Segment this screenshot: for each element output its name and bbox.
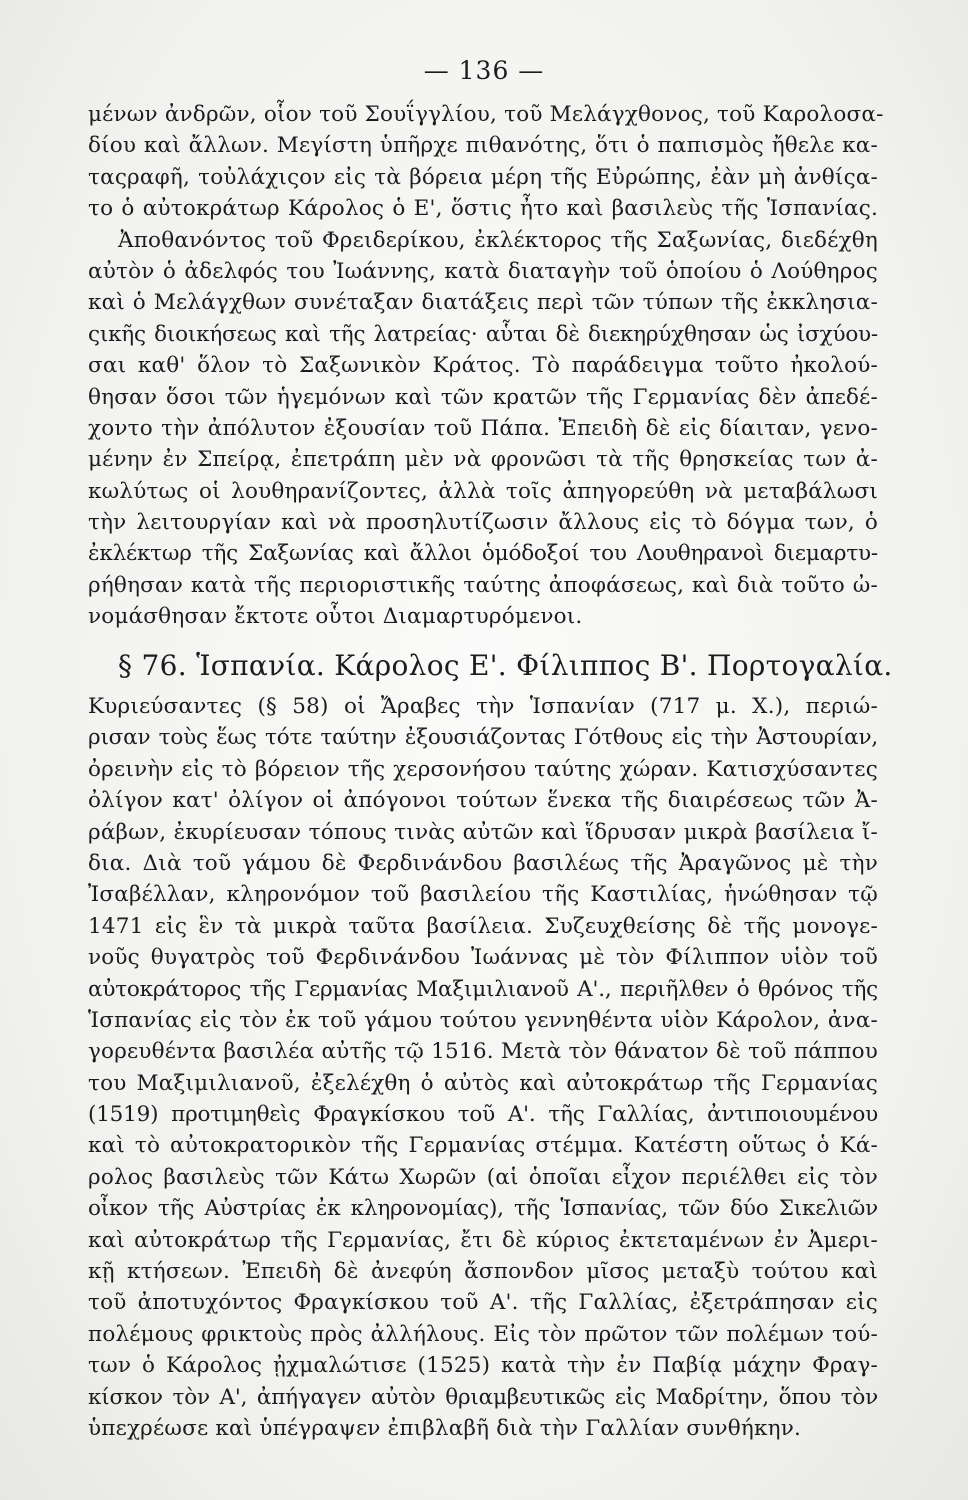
section-heading: § 76. Ἱσπανία. Κάρολος Ε'. Φίλιππος Β'. Πορτογαλία. [118,649,893,682]
text-line: ράβων, ἐκυρίευσαν τόπους τινὰς αὐτῶν καὶ ἵδρυσαν μικρὰ βασίλεια ἴ- [88,819,878,845]
text-line: ρολος βασιλεὺς τῶν Κάτω Χωρῶν (αἱ ὁποῖαι εἶχον περιέλθει εἰς τὸν [88,1164,878,1190]
text-line: Ἰσαβέλλαν, κληρονόμον τοῦ βασιλείου τῆς Καστιλίας, ἡνώθησαν τῷ [88,882,878,908]
text-line: Κυριεύσαντες (§ 58) οἱ Ἄραβες τὴν Ἱσπανίαν (717 μ. Χ.), περιώ- [88,694,878,719]
text-line: καὶ ὁ Μελάγχθων συνέταξαν διατάξεις περὶ τῶν τύπων τῆς ἐκκλησια- [88,290,878,316]
text-line: κῇ κτήσεων. Ἐπειδὴ δὲ ἀνεφύη ἄσπονδον μῖσος μεταξὺ τούτου καὶ [88,1259,878,1285]
text-line: το ὁ αὐτοκράτωρ Κάρολος ὁ Ε', ὅστις ἦτο καὶ βασιλεὺς τῆς Ἱσπανίας. [88,196,878,222]
text-line: γορευθέντα βασιλέα αὐτῆς τῷ 1516. Μετὰ τὸν θάνατον δὲ τοῦ πάππου [88,1039,878,1065]
text-line: Ἱσπανίας εἰς τὸν ἐκ τοῦ γάμου τούτου γεννηθέντα υἱὸν Κάρολον, ἀνα- [88,1007,878,1033]
text-line: οἶκον τῆς Αὐστρίας ἐκ κληρονομίας), τῆς Ἱσπανίας, τῶν δύο Σικελιῶν [88,1196,878,1222]
text-line: των ὁ Κάρολος ᾐχμαλώτισε (1525) κατὰ τὴν ἐν Παβίᾳ μάχην Φραγ- [88,1353,878,1379]
text-line: ὀλίγον κατ' ὀλίγον οἱ ἀπόγονοι τούτων ἕνεκα τῆς διαιρέσεως τῶν Ἀ- [88,788,878,814]
text-line: 1471 εἰς ἓν τὰ μικρὰ ταῦτα βασίλεια. Συζευχθείσης δὲ τῆς μονογε- [88,913,878,939]
text-line: ρήθησαν κατὰ τῆς περιοριστικῆς ταύτης ἀποφάσεως, καὶ διὰ τοῦτο ὠ- [88,572,878,598]
text-line: ταςραφῆ, τοὐλάχιςον εἰς τὰ βόρεια μέρη τῆς Εὐρώπης, ἐὰν μὴ ἀνθίςα- [88,164,878,190]
text-line: (1519) προτιμηθεὶς Φραγκίσκου τοῦ Α'. τῆς Γαλλίας, ἀντιποιουμένου [88,1102,878,1128]
paragraph-2 [88,691,878,1444]
text-line: ὀρεινὴν εἰς τὸ βόρειον τῆς χερσονήσου ταύτης χώραν. Κατισχύσαντες [88,756,878,782]
text-line: νοῦς θυγατρὸς τοῦ Φερδινάνδου Ἰωάννας μὲ τὸν Φίλιππον υἱὸν τοῦ [88,945,878,971]
text-line: τὴν λειτουργίαν καὶ νὰ προσηλυτίζωσιν ἄλλους εἰς τὸ δόγμα των, ὁ [88,510,878,536]
text-line: ἐκλέκτωρ τῆς Σαξωνίας καὶ ἄλλοι ὁμόδοξοί του Λουθηρανοὶ διεμαρτυ- [88,541,878,567]
text-line: Ἀποθανόντος τοῦ Φρειδερίκου, ἐκλέκτορος τῆς Σαξωνίας, διεδέχθη [118,227,878,253]
page-number: — 136 — [423,56,545,85]
text-line: αὐτοκράτορος τῆς Γερμανίας Μαξιμιλιανοῦ Α'., περιῆλθεν ὁ θρόνος τῆς [88,976,878,1002]
text-line: καὶ τὸ αὐτοκρατορικὸν τῆς Γερμανίας στέμμα. Κατέστη οὕτως ὁ Κά- [88,1133,878,1159]
text-line: σαι καθ' ὅλον τὸ Σαξωνικὸν Κράτος. Τὸ παράδειγμα τοῦτο ἠκολού- [88,353,878,379]
text-line: δίου καὶ ἄλλων. Μεγίστη ὑπῆρχε πιθανότης, ὅτι ὁ παπισμὸς ἤθελε κα- [88,133,878,159]
text-line: καὶ αὐτοκράτωρ τῆς Γερμανίας, ἔτι δὲ κύριος ἐκτεταμένων ἐν Ἀμερι- [88,1227,878,1253]
paragraph-1 [88,99,884,633]
text-line: χοντο τὴν ἀπόλυτον ἐξουσίαν τοῦ Πάπα. Ἐπειδὴ δὲ εἰς δίαιταν, γενο- [88,415,878,441]
text-line: κίσκον τὸν Α', ἀπήγαγεν αὐτὸν θριαμβευτικῶς εἰς Μαδρίτην, ὅπου τὸν [88,1384,878,1410]
text-line: ρισαν τοὺς ἕως τότε ταύτην ἐξουσιάζοντας Γότθους εἰς τὴν Ἀστουρίαν, [88,725,878,751]
text-line: του Μαξιμιλιανοῦ, ἐξελέχθη ὁ αὐτὸς καὶ αὐτοκράτωρ τῆς Γερμανίας [88,1070,878,1096]
text-line: δια. Διὰ τοῦ γάμου δὲ Φερδινάνδου βασιλέως τῆς Ἀραγῶνος μὲ τὴν [88,850,878,876]
text-line: τοῦ ἀποτυχόντος Φραγκίσκου τοῦ Α'. τῆς Γαλλίας, ἐξετράπησαν εἰς [88,1290,878,1316]
text-line: ςικῆς διοικήσεως καὶ τῆς λατρείας· αὗται δὲ διεκηρύχθησαν ὡς ἰσχύου- [88,321,878,347]
text-line: αὐτὸν ὁ ἀδελφός του Ἰωάννης, κατὰ διαταγὴν τοῦ ὁποίου ὁ Λούθηρος [88,258,878,284]
text-line: κωλύτως οἱ λουθηρανίζοντες, ἀλλὰ τοῖς ἀπηγορεύθη νὰ μεταβάλωσι [88,478,878,504]
text-line: πολέμους φρικτοὺς πρὸς ἀλλήλους. Εἰς τὸν πρῶτον τῶν πολέμων τού- [88,1321,878,1347]
text-line: νομάσθησαν ἔκτοτε οὗτοι Διαμαρτυρόμενοι. [88,604,583,630]
text-line: θησαν ὅσοι τῶν ἡγεμόνων καὶ τῶν κρατῶν τῆς Γερμανίας δὲν ἀπεδέ- [88,384,878,410]
text-line: μένην ἐν Σπείρᾳ, ἐπετράπη μὲν νὰ φρονῶσι τὰ τῆς θρησκείας των ἀ- [88,447,878,473]
text-line: ὑπεχρέωσε καὶ ὑπέγραψεν ἐπιβλαβῆ διὰ τὴν Γαλλίαν συνθήκην. [88,1415,802,1441]
text-line: μένων ἀνδρῶν, οἷον τοῦ Σουΐγγλίου, τοῦ Μελάγχθονος, τοῦ Καρολοσα- [88,102,884,127]
